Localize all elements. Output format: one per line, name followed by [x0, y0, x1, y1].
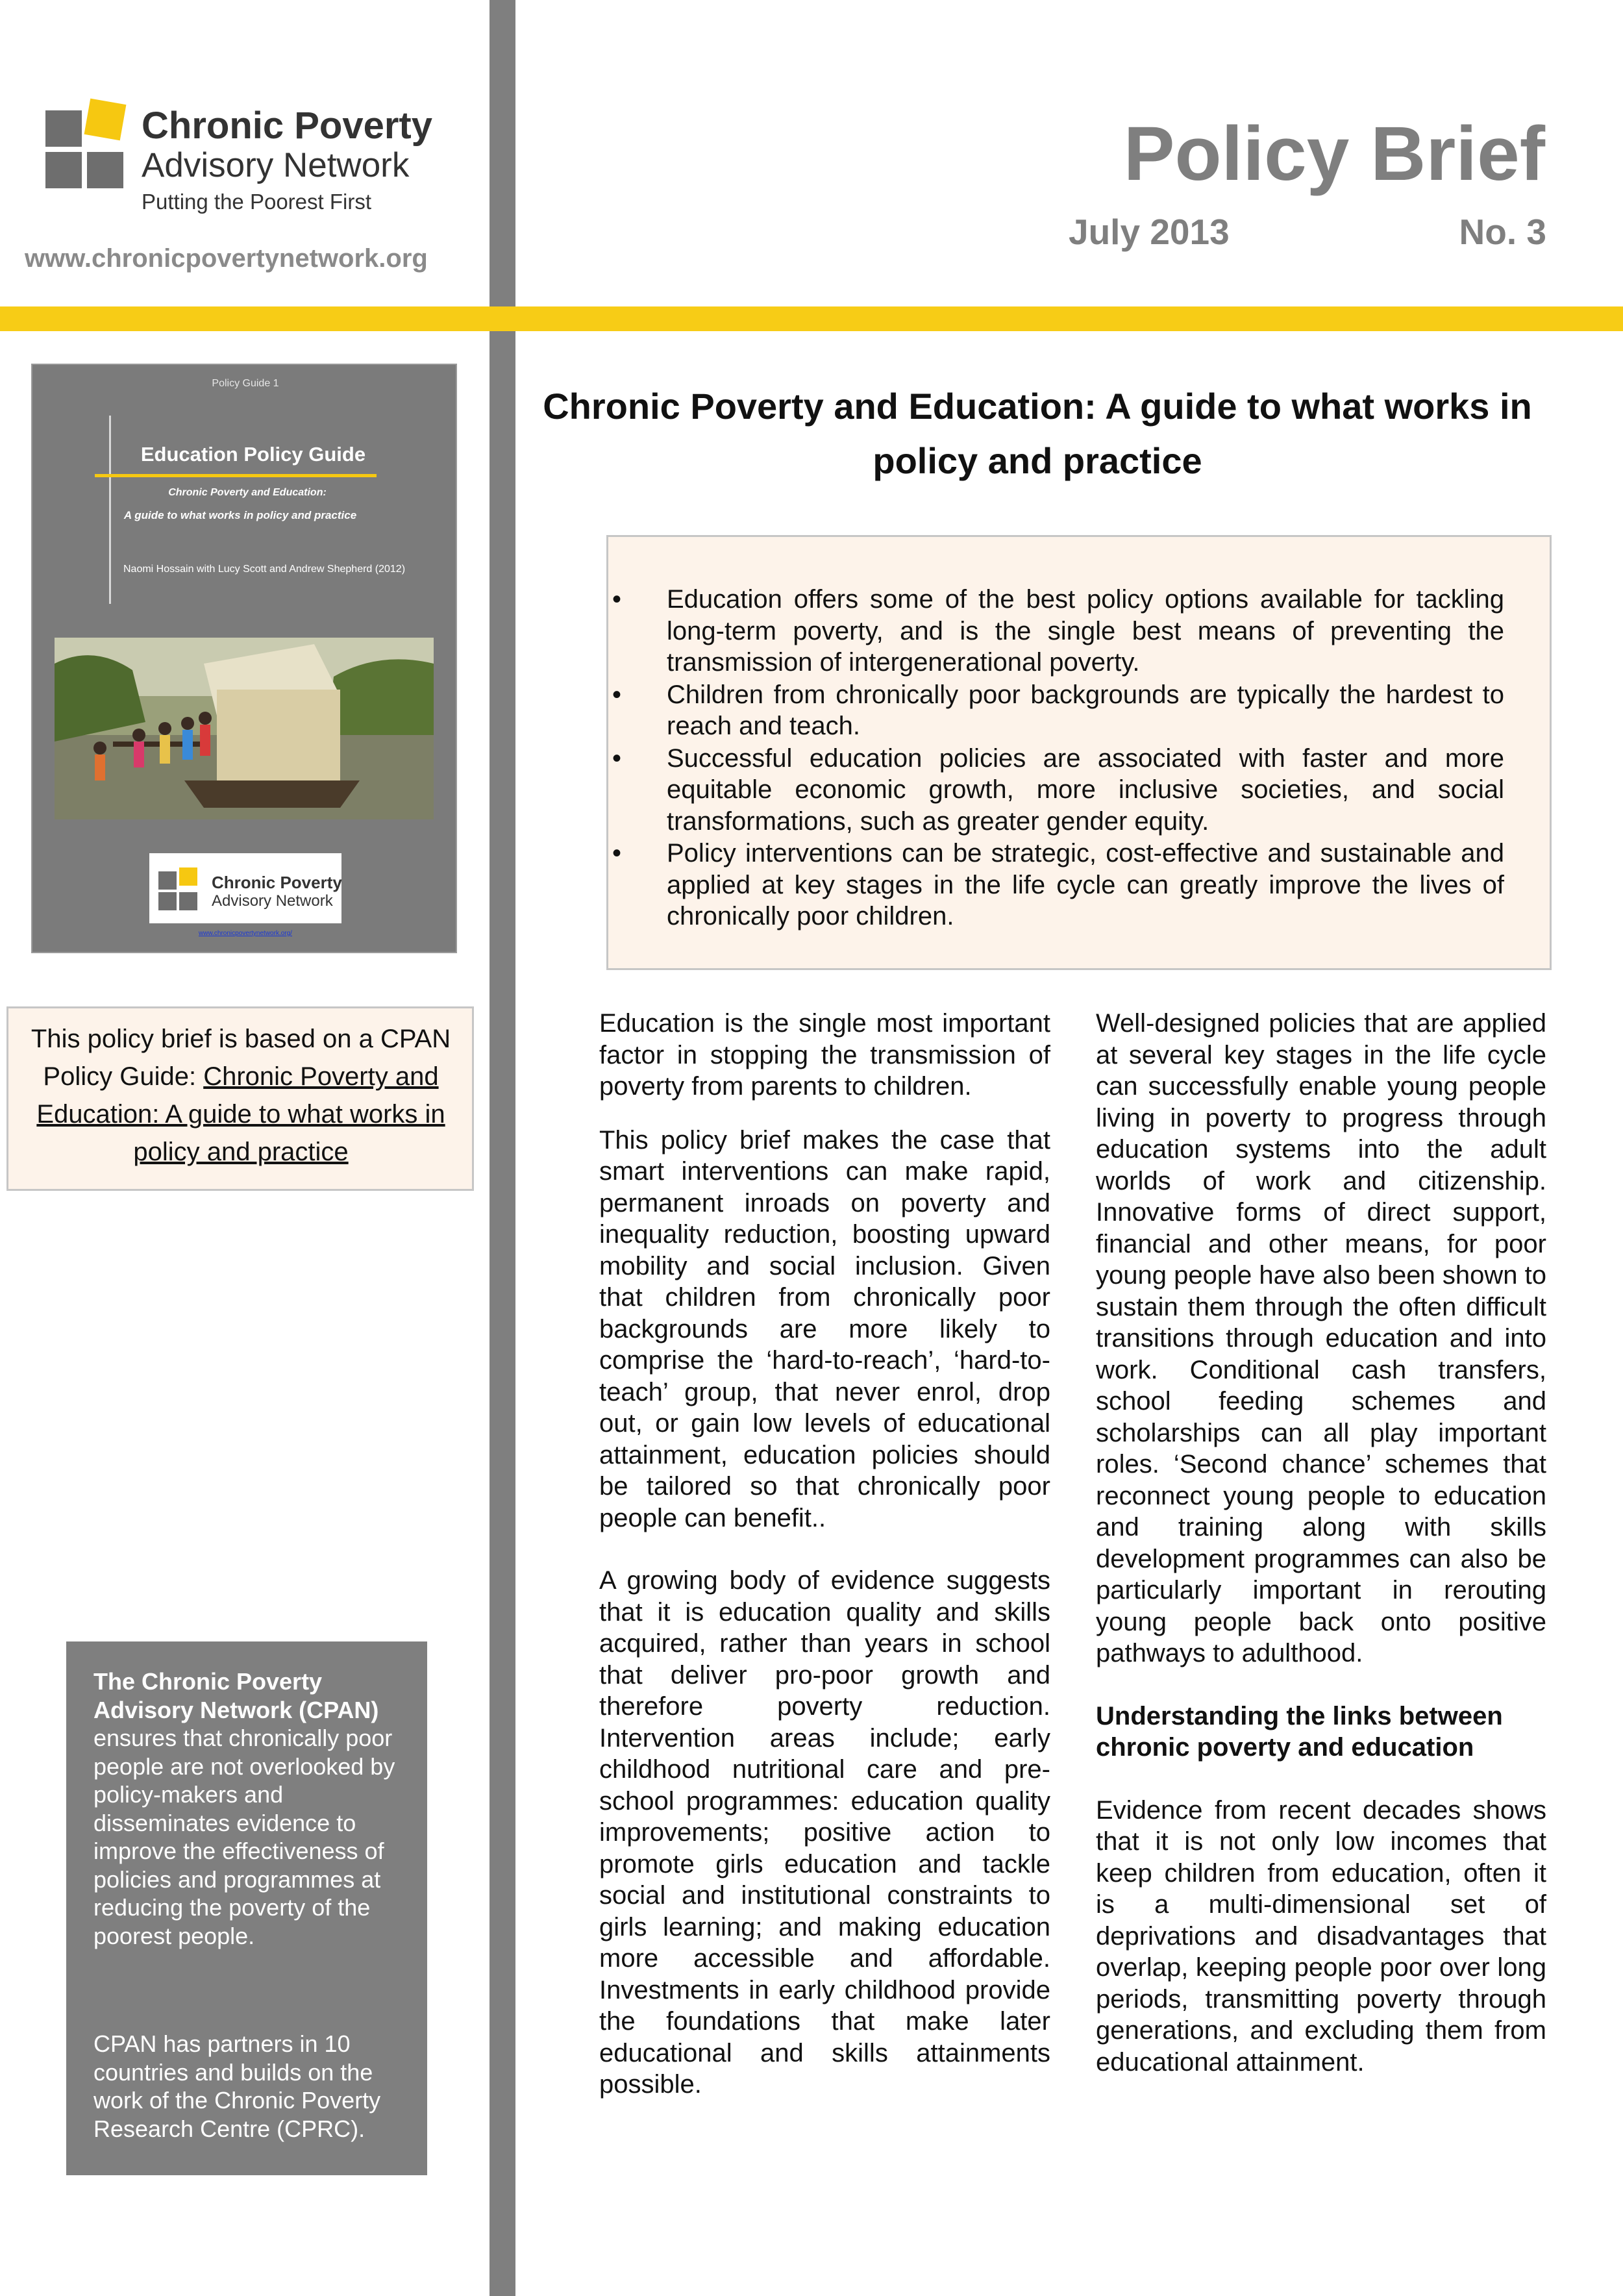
cover-logo-box	[149, 853, 341, 923]
source-note-box	[6, 1006, 474, 1191]
publication-date: July 2013	[1069, 212, 1230, 252]
logo-tagline: Putting the Poorest First	[142, 190, 371, 214]
cover-yellow-rule	[95, 474, 377, 477]
source-note-text	[20, 1020, 462, 1171]
cpan-info-box	[66, 1641, 427, 2175]
brief-headline: Chronic Poverty and Education: A guide to what works in policy and practice	[543, 386, 1532, 481]
logo-name-line1: Chronic Poverty	[142, 105, 432, 147]
cover-logo-line1: Chronic Poverty	[212, 873, 342, 892]
cover-authors: Naomi Hossain with Lucy Scott and Andrew Shepherd (2012)	[123, 564, 406, 575]
cover-logo-line2: Advisory Network	[212, 892, 333, 910]
bullet-icon: •	[612, 585, 622, 614]
key-point: • Education offers some of the best policy options available for tackling long-term poverty, and is the single best means of preventing the transmission of intergenerational poverty.	[612, 585, 1504, 677]
key-point: • Children from chronically poor backgrounds are typically the hardest to reach and teach.	[612, 680, 1504, 740]
cover-subtitle-line2: A guide to what works in policy and practice	[123, 509, 357, 521]
cover-website-link[interactable]: www.chronicpovertynetwork.org/	[199, 930, 292, 937]
source-note-intro: This policy brief is based on a CPAN Policy Guide:	[31, 1025, 451, 1091]
cover-logo-icon	[158, 867, 200, 909]
vertical-divider-bar	[489, 0, 515, 2296]
issue-number: No. 3	[1459, 212, 1546, 252]
cover-subtitle-line1: Chronic Poverty and Education:	[168, 487, 327, 498]
body-column-right	[1096, 1008, 1546, 2078]
body-paragraph: A growing body of evidence suggests that it is education quality and skills acquired, rather than years in school that deliver pro-poor growth and therefore poverty reduction. Intervention areas include; early childhood nutritional care and pre-school programmes: education quality improvements; positive action to promote girls education and tackle social and institutional constraints to girls learning; and making education more accessible and affordable. Investments in early childhood provide the foundations that make later educational and skills attainments possible.	[599, 1566, 1050, 2099]
body-paragraph: Well-designed policies that are applied at several key stages in the life cycle can successfully enable young people living in poverty to progress through education systems into the adult worlds of work and citizenship. Innovative forms of direct support, financial and other means, for poor young people have also been shown to sustain them through the often difficult transitions through education and into work. Conditional cash transfers, school feeding schemes and scholarships can all play important roles. ‘Second chance’ schemes that reconnect young people to education and training along with skills development programmes can also be particularly important in rerouting young people back onto positive pathways to adulthood.	[1096, 1009, 1546, 1667]
key-points-box	[606, 535, 1552, 970]
cover-title: Education Policy Guide	[140, 443, 366, 466]
key-point: • Policy interventions can be strategic, cost-effective and sustainable and applied at key stages in the life cycle can greatly improve the lives of chronically poor children.	[612, 839, 1504, 930]
policy-guide-link[interactable]: Chronic Poverty and Education: A guide to what works in policy and practice	[36, 1062, 445, 1166]
key-points-list	[612, 584, 1504, 933]
body-column-left	[599, 1008, 1050, 2101]
cpan-heading: The Chronic Poverty Advisory Network (CPAN)	[93, 1668, 379, 1723]
cover-kicker: Policy Guide 1	[212, 378, 279, 389]
key-point: • Successful education policies are associated with faster and more equitable economic growth, more inclusive societies, and social transformations, such as greater gender equity.	[612, 743, 1504, 836]
body-paragraph: This policy brief makes the case that smart interventions can make rapid, permanent inroads on poverty and inequality reduction, boosting upward mobility and social inclusion. Given that children from chronically poor backgrounds are more likely to comprise the ‘hard-to-reach’, ‘hard-to-teach’ group, that never enrol, drop out, or gain low levels of educational attainment, education policies should be tailored so that chronically poor people can benefit..	[599, 1125, 1050, 1532]
cpan-partners-text: CPAN has partners in 10 countries and builds on the work of the Chronic Poverty Research Centre (CPRC).	[93, 2030, 381, 2142]
cpan-logo-icon	[45, 99, 129, 182]
bullet-icon: •	[612, 680, 622, 709]
policy-guide-cover-image	[31, 364, 457, 953]
cpan-description-body: ensures that chronically poor people are not overlooked by policy-makers and disseminates evidence to improve the effectiveness of policies and programmes at reducing the poverty of the poorest people.	[93, 1725, 395, 1949]
logo-name-line2: Advisory Network	[142, 146, 410, 184]
bullet-icon: •	[612, 839, 622, 867]
cover-photo-boat-image	[55, 638, 434, 819]
body-paragraph: Education is the single most important factor in stopping the transmission of poverty from parents to children.	[599, 1009, 1050, 1101]
body-paragraph: Evidence from recent decades shows that it is not only low incomes that keep children from education, often it is a multi-dimensional set of deprivations and disadvantages that overlap, keeping people poor over long periods, transmitting poverty through generations, and excluding them from educational attainment.	[1096, 1795, 1546, 2077]
section-heading: Understanding the links between chronic poverty and education	[1096, 1701, 1503, 1762]
cpan-description	[93, 1667, 409, 1950]
header-yellow-rule	[0, 306, 1623, 331]
publication-title: Policy Brief	[1123, 111, 1545, 197]
bullet-icon: •	[612, 743, 622, 773]
website-url: www.chronicpovertynetwork.org	[25, 244, 428, 273]
